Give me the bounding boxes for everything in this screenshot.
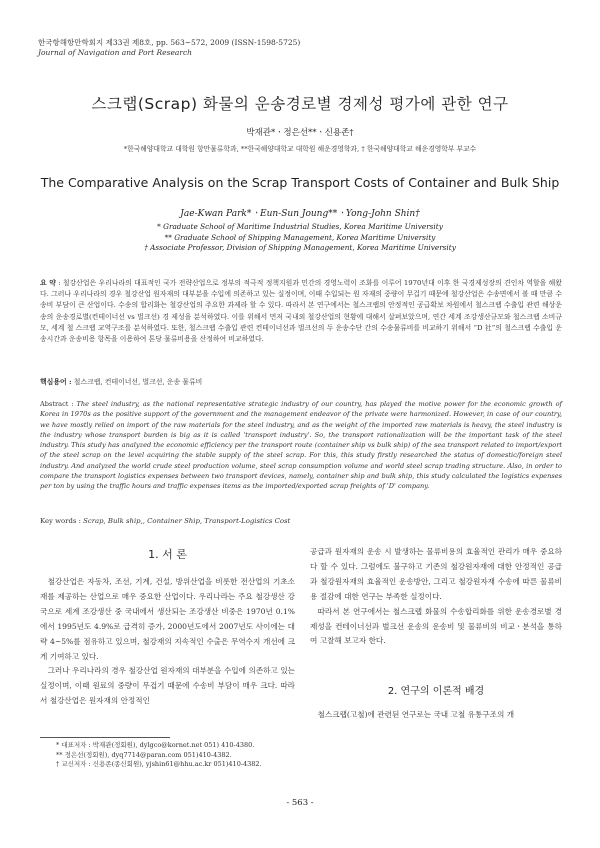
paragraph: 공급과 원자재의 운송 시 발생하는 물류비용의 효율적인 관리가 매우 중요하다 할 수 있다. 그럼에도 불구하고 기존의 철강원자재에 대한 안정적인 공급과 철강원자재의 효율적인 운송방안, 그리고 철강원자재 수송에 따른 물류비용 절감에 대한 연구는 부족한 실정이다. [310,547,562,601]
authors-korean: 박재관*ㆍ정은선**ㆍ신용존† [246,128,354,138]
journal-line-en: Journal of Navigation and Port Research [38,48,192,57]
section-1-body [40,575,295,709]
keywords-english-text: Scrap, Bulk ship,, Container Ship, Transport-Logistics Cost [83,517,291,525]
footnote: * 대표저자 : 박재관(정회원), dylgco@kornet.net 051) 410-4380. [56,741,255,749]
paragraph: 따라서 본 연구에서는 철스크랩 화물의 수송합리화를 위한 운송경로별 경제성을 컨테이너선과 벌크선 운송의 운송비 및 물류비의 비교ㆍ분석을 통하여 고찰해 보고자 한다. [310,606,562,646]
journal-header [38,38,300,58]
affiliations-english [0,222,600,254]
abstract-english-text: The steel industry, as the national representative strategic industry of our country, has played the motive power for the economic growth of Korea in 1970s as the positive support of the government and the management endeavor of the private were harmonized. However, in case of our country, we have mostly relied on import of the raw materials for the steel industry, and as the weight of the imported raw materials is heavy, the steel industry is the industry whose transport burden is big as it is called 'transport industry'. So, the transport rationalization will be the important task of the steel industry. This study has analyzed the economic efficiency per the transport route (container ship vs bulk ship) of the sea transport related to import/export of the steel scrap on the level acquiring the stable supply of the steel scrap. For this, this study firstly researched the status of domestic/foreign steel industry. And analyzed the world crude steel production volume, steel scrap consumption volume and world steel scrap trading structure. Also, in order to compare the transport logistics expenses between two transport devices, namely, container ship and bulk ship, this study calculated the logistics expenses per ton by using the traffic hours and traffic expenses items as the imported/exported scrap freights of 'D' company. [40,400,562,491]
affiliation-line: ** Graduate School of Shipping Management, Korea Maritime University [164,232,436,242]
affiliation-line: † Associate Professor, Division of Shipping Management, Korea Maritime University [144,243,456,253]
footnote: ** 정은선(정회원), dyq7714@paran.com 051)410-4382. [56,750,232,759]
section-1-continued [310,545,562,649]
keywords-korean-label: 핵심용어 : [40,378,72,386]
abstract-korean-text: : 철강산업은 우리나라의 대표적인 국가 전략산업으로 정부의 적극적 정책지원과 민간의 경영노력이 조화를 이루어 1970년대 이후 한 국경제성장의 견인차 역할을 해왔다. 그러나 우리나라의 경우 철강산업 원자재의 대부분을 수입에 의존하고 있는 실정이며, 이때 수입되는 원 자재의 중량이 무겁기 때문에 철강산업은 수송면에서 볼 때 만큼 수송비 부담이 큰 산업이다. 수송의 합리화는 철강산업의 주요한 과제라 할 수 있다. 따라서 본 연구에서는 철스크랩의 안정적인 공급확보 차원에서 철스크랩 수출입 관련 해상운송의 운송경로별(컨테이너선 vs 벌크선) 경 제성을 분석하였다. 이를 위해서 먼저 국내외 철강산업의 현황에 대해서 살펴보았으며, 연간 세계 조강생산규모와 철스크랩 소비규모, 세계 철 스크랩 교역구조를 분석하였다. 또한, 철스크랩 수출입 관련 컨테이너선과 벌크선의 두 운송수단 간의 수송물류비를 비교하기 위해서 “D 社”의 철스크랩 수출입 운송시간과 운송비용 항목을 이용하여 톤당 물류비용을 산정하여 비교하였다. [40,279,562,344]
section-2-heading: 2. 연구의 이론적 배경 [387,686,485,697]
footnote: † 교신저자 : 신용존(종신회원), yjshin61@hhu.ac.kr 051)410-4382. [56,760,262,769]
paragraph: 철강산업은 자동차, 조선, 기계, 건설, 방위산업을 비롯한 전산업의 기초소재를 제공하는 산업으로 매우 중요한 산업이다. 우리나라는 주요 철강생산 강국으로 세계 조강생산 중 국내에서 생산되는 조강생산 비중은 1970년 0.1%에서 1995년도 4.9%로 급격히 증가, 2000년도에서 2007년도 사이에는 대략 4~5%를 점유하고 있으며, 철강재의 지속적인 수출은 무역수지 개선에 크게 기여하고 있다. [40,577,295,661]
authors-english: Jae-Kwan Park*ㆍEun-Sun Joung**ㆍYong-John Shin† [180,209,420,219]
paragraph: 철스크랩(고철)에 관련된 연구로는 국내 고철 유통구조의 개 [317,710,515,719]
abstract-korean-label: 요 약 [40,279,56,287]
footnote-divider [40,737,170,738]
affiliation-line: * Graduate School of Maritime Industrial Studies, Korea Maritime University [157,222,443,231]
abstract-korean [40,278,562,345]
page-number: - 563 - [286,798,314,808]
section-1-heading: 1. 서 론 [148,548,187,561]
abstract-english [40,399,562,492]
keywords-korean-text: 철스크랩, 컨테이너선, 벌크선, 운송 물류비 [73,378,203,386]
journal-line-ko: 한국항해항만학회지 제33권 제8호, pp. 563~572, 2009 (ISSN-1598-5725) [38,38,301,47]
section-2-body [310,708,562,723]
keywords-english [40,517,290,525]
title-korean: 스크랩(Scrap) 화물의 운송경로별 경제성 평가에 관한 연구 [91,95,509,113]
footnotes [56,741,262,770]
affiliations-korean: *한국해양대학교 대학원 항만물류학과, **한국해양대학교 대학원 해운경영학과, † 한국해양대학교 해운경영학부 부교수 [123,145,477,153]
title-english: The Comparative Analysis on the Scrap Transport Costs of Container and Bulk Ship [40,175,560,190]
paragraph: 그러나 우리나라의 경우 철강산업 원자재의 대부분을 수입에 의존하고 있는 실정이며, 이때 원료의 중량이 무겁기 때문에 수송비 부담이 매우 크다. 따라서 철강산업은 원자재의 안정적인 [40,666,295,706]
keywords-korean [40,376,202,386]
keywords-english-label: Key words : [40,517,81,525]
abstract-english-label: Abstract : [40,400,74,408]
